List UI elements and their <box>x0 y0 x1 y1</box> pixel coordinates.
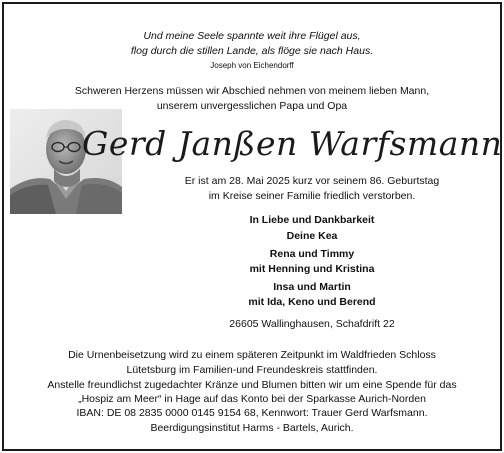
intro-line-2: unserem unvergesslichen Papa und Opa <box>156 100 348 112</box>
poem-author: Joseph von Eichendorff <box>210 61 294 70</box>
family-line-1: In Liebe und Dankbarkeit <box>249 214 375 226</box>
funeral-line-3: Anstelle freundlichst zugedachter Kränze und Blumen bitten wir um eine Spende für das <box>47 379 457 391</box>
funeral-line-1: Die Urnenbeisetzung wird zu einem späteren Zeitpunkt im Waldfrieden Schloss <box>68 349 436 361</box>
family-line-5: Insa und Martin <box>273 281 351 293</box>
funeral-line-6: Beerdigungsinstitut Harms - Bartels, Aurich. <box>150 422 354 434</box>
funeral-line-2: Lütetsburg im Familien-und Freundeskreis stattfinden. <box>126 364 378 376</box>
family-line-2: Deine Kea <box>286 230 338 242</box>
intro-line-1: Schweren Herzens müssen wir Abschied nehmen von meinem lieben Mann, <box>74 85 430 97</box>
funeral-line-5: IBAN: DE 08 2835 0000 0145 9154 68, Kennwort: Trauer Gerd Warfsmann. <box>76 407 428 419</box>
death-line-1: Er ist am 28. Mai 2025 kurz vor seinem 86. Geburtstag <box>184 175 440 187</box>
poem-line-1: Und meine Seele spannte weit ihre Flügel aus, <box>143 30 361 42</box>
deceased-name: Gerd Janßen Warfsmann <box>82 124 503 163</box>
funeral-line-4: „Hospiz am Meer“ in Hage auf das Konto bei der Sparkasse Aurich-Norden <box>78 393 426 405</box>
death-line-2: im Kreise seiner Familie friedlich verstorben. <box>208 190 416 202</box>
family-line-3: Rena und Timmy <box>269 248 355 260</box>
address: 26605 Wallinghausen, Schafdrift 22 <box>229 318 395 330</box>
family-line-6: mit Ida, Keno und Berend <box>248 296 376 308</box>
family-line-4: mit Henning und Kristina <box>249 263 375 275</box>
obituary-frame <box>2 2 502 451</box>
poem-line-2: flog durch die stillen Lande, als flöge sie nach Haus. <box>130 45 374 57</box>
